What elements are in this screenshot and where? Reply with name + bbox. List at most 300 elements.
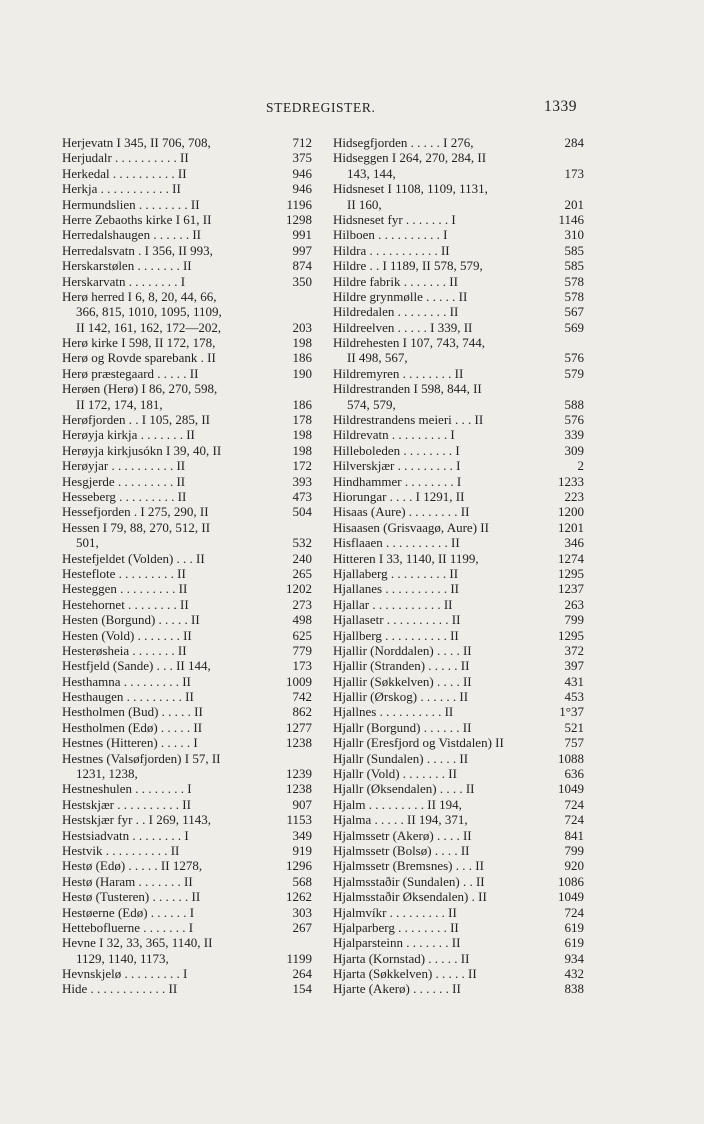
entry-name: Hildrestranden I 598, 844, II: [333, 381, 482, 397]
entry-page: 178: [292, 412, 312, 428]
entry-page: 186: [292, 396, 312, 412]
entry-name: 1231, 1238,: [76, 766, 138, 782]
entry-name: Hermundslien . . . . . . . . II: [62, 196, 200, 212]
entry-name: Herøen (Herø) I 86, 270, 598,: [62, 381, 218, 397]
entry-name: Herre Zebaoths kirke I 61, II: [62, 211, 212, 227]
entry-page: 267: [292, 919, 312, 935]
index-entry: [62, 412, 312, 427]
index-entry: [333, 935, 584, 950]
entry-page: 874: [292, 258, 312, 274]
entry-name: Herkja . . . . . . . . . . . II: [62, 181, 181, 197]
entry-page: 907: [292, 796, 312, 812]
entry-name: Herredalshaugen . . . . . . II: [62, 227, 201, 243]
entry-name: Hildreelven . . . . . I 339, II: [333, 319, 473, 335]
page-number: 1339: [544, 98, 577, 115]
entry-page: 521: [564, 719, 584, 735]
entry-page: 1233: [558, 473, 584, 489]
index-entry: [62, 689, 312, 704]
entry-name: 143, 144,: [347, 165, 396, 181]
entry-page: 1202: [286, 581, 312, 597]
index-entry: [62, 474, 312, 489]
index-column-right: [333, 135, 584, 997]
index-entry: [62, 966, 312, 981]
index-entry: [62, 458, 312, 473]
entry-name: Herkedal . . . . . . . . . . II: [62, 165, 187, 181]
index-entry: [62, 520, 312, 535]
index-entry: [333, 812, 584, 827]
entry-page: 532: [292, 535, 312, 551]
index-entry: [333, 150, 584, 165]
entry-page: 172: [292, 458, 312, 474]
index-entry: [62, 797, 312, 812]
entry-name: Herø og Rovde sparebank . II: [62, 350, 216, 366]
entry-name: Hesseberg . . . . . . . . . II: [62, 488, 187, 504]
entry-name: Herøyja kirkja . . . . . . . II: [62, 427, 195, 443]
running-title: STEDREGISTER.: [266, 100, 376, 115]
index-entry: [333, 597, 584, 612]
entry-page: 712: [292, 135, 312, 150]
index-entry: [62, 858, 312, 873]
entry-page: 265: [292, 565, 312, 581]
entry-name: II 498, 567,: [347, 350, 408, 366]
entry-name: Hildremyren . . . . . . . . II: [333, 365, 464, 381]
index-entry: [333, 181, 584, 196]
entry-name: Herø kirke I 598, II 172, 178,: [62, 335, 216, 351]
entry-name: Hjallir (Stranden) . . . . . II: [333, 658, 470, 674]
index-entry: [62, 166, 312, 181]
index-entry: [333, 781, 584, 796]
index-entry: [62, 735, 312, 750]
index-entry: [333, 489, 584, 504]
entry-name: Hjalparberg . . . . . . . . II: [333, 919, 459, 935]
entry-page: 1262: [286, 889, 312, 905]
index-entry: [333, 274, 584, 289]
index-entry-continuation: [62, 766, 312, 781]
entry-page: 498: [292, 612, 312, 628]
index-entry: [62, 920, 312, 935]
entry-page: 1088: [558, 750, 584, 766]
entry-name: Hjallir (Norddalen) . . . . II: [333, 642, 472, 658]
index-entry: [62, 628, 312, 643]
entry-page: 724: [564, 904, 584, 920]
index-entry: [62, 597, 312, 612]
entry-page: 173: [564, 165, 584, 181]
entry-page: 1200: [558, 504, 584, 520]
entry-name: Herskarvatn . . . . . . . . I: [62, 273, 186, 289]
entry-name: Hidsneset I 1108, 1109, 1131,: [333, 181, 488, 197]
index-entry: [62, 674, 312, 689]
entry-page: 1009: [286, 673, 312, 689]
index-entry: [333, 258, 584, 273]
entry-page: 799: [564, 612, 584, 628]
index-entry: [333, 858, 584, 873]
entry-page: 1°37: [559, 704, 584, 720]
entry-name: Hjalmssetr (Bolsø) . . . . II: [333, 842, 470, 858]
entry-name: Hestehornet . . . . . . . . II: [62, 596, 189, 612]
entry-page: 453: [564, 689, 584, 705]
entry-name: Hestsiadvatn . . . . . . . . I: [62, 827, 189, 843]
index-entry: [333, 766, 584, 781]
entry-page: 779: [292, 642, 312, 658]
index-entry: [333, 981, 584, 996]
index-entry: [62, 643, 312, 658]
entry-page: 1298: [286, 211, 312, 227]
entry-name: Hjallr (Borgund) . . . . . . II: [333, 719, 472, 735]
entry-page: 841: [564, 827, 584, 843]
entry-page: 838: [564, 981, 584, 997]
index-entry: [333, 843, 584, 858]
index-entry: [62, 612, 312, 627]
index-entry: [333, 504, 584, 519]
index-entry: [62, 243, 312, 258]
entry-page: 588: [564, 396, 584, 412]
entry-name: Hjalm . . . . . . . . . II 194,: [333, 796, 462, 812]
index-entry: [62, 874, 312, 889]
entry-name: Hjalma . . . . . II 194, 371,: [333, 812, 468, 828]
entry-name: 574, 579,: [347, 396, 396, 412]
entry-name: Herjevatn I 345, II 706, 708,: [62, 135, 211, 150]
index-entry: [333, 751, 584, 766]
entry-name: Hjallr (Sundalen) . . . . . II: [333, 750, 469, 766]
index-entry-continuation: [62, 397, 312, 412]
entry-name: Hesteggen . . . . . . . . . II: [62, 581, 188, 597]
entry-page: 349: [292, 827, 312, 843]
entry-page: 1238: [286, 735, 312, 751]
index-entry: [333, 951, 584, 966]
index-entry: [62, 843, 312, 858]
index-entry: [62, 489, 312, 504]
index-entry: [333, 458, 584, 473]
entry-page: 310: [564, 227, 584, 243]
entry-page: 757: [564, 735, 584, 751]
index-entry: [333, 535, 584, 550]
entry-page: 576: [564, 350, 584, 366]
index-entry: [62, 551, 312, 566]
entry-page: 799: [564, 842, 584, 858]
entry-name: Hjallanes . . . . . . . . . . II: [333, 581, 460, 597]
entry-name: Herjudalr . . . . . . . . . . II: [62, 150, 189, 166]
entry-page: 920: [564, 858, 584, 874]
entry-page: 154: [292, 981, 312, 997]
entry-name: Hidseggen I 264, 270, 284, II: [333, 150, 487, 166]
entry-name: Hjallaberg . . . . . . . . . II: [333, 565, 459, 581]
entry-name: Herskarstølen . . . . . . . II: [62, 258, 192, 274]
index-entry: [62, 658, 312, 673]
index-entry: [62, 751, 312, 766]
entry-page: 946: [292, 181, 312, 197]
entry-page: 504: [292, 504, 312, 520]
index-entry-continuation: [62, 304, 312, 319]
entry-name: II 160,: [347, 196, 382, 212]
index-entry: [333, 243, 584, 258]
entry-name: Hesthaugen . . . . . . . . . II: [62, 689, 194, 705]
entry-name: Hisflaaen . . . . . . . . . . II: [333, 535, 460, 551]
entry-name: Hestøerne (Edø) . . . . . . I: [62, 904, 195, 920]
entry-page: 393: [292, 473, 312, 489]
entry-name: Herø præstegaard . . . . . II: [62, 365, 199, 381]
entry-page: 201: [564, 196, 584, 212]
index-entry: [333, 366, 584, 381]
entry-name: Hildredalen . . . . . . . . II: [333, 304, 459, 320]
entry-name: Hjalmssetr (Bremsnes) . . . II: [333, 858, 484, 874]
entry-name: Herø herred I 6, 8, 20, 44, 66,: [62, 288, 217, 304]
index-entry: [333, 289, 584, 304]
entry-page: 1146: [558, 211, 584, 227]
entry-name: Hestfjeld (Sande) . . . II 144,: [62, 658, 211, 674]
entry-name: Hjallr (Øksendalen) . . . . II: [333, 781, 475, 797]
entry-page: 1274: [558, 550, 584, 566]
entry-name: Hesthamna . . . . . . . . . II: [62, 673, 191, 689]
entry-name: Hjallar . . . . . . . . . . . II: [333, 596, 453, 612]
entry-page: 619: [564, 935, 584, 951]
entry-page: 1049: [558, 781, 584, 797]
index-entry: [333, 704, 584, 719]
entry-name: Herøyja kirkjusókn I 39, 40, II: [62, 442, 222, 458]
entry-page: 339: [564, 427, 584, 443]
entry-name: Hildrehesten I 107, 743, 744,: [333, 335, 486, 351]
entry-name: Hildre fabrik . . . . . . . II: [333, 273, 458, 289]
index-entry: [62, 274, 312, 289]
entry-page: 1277: [286, 719, 312, 735]
entry-name: Hildre grynmølle . . . . . II: [333, 288, 468, 304]
index-entry: [62, 150, 312, 165]
entry-name: Hjallasetr . . . . . . . . . . II: [333, 612, 461, 628]
index-entry-continuation: [333, 350, 584, 365]
entry-name: Hesten (Vold) . . . . . . . II: [62, 627, 192, 643]
entry-page: 1153: [286, 812, 312, 828]
entry-page: 190: [292, 365, 312, 381]
index-entry: [333, 520, 584, 535]
entry-name: Hildre . . I 1189, II 578, 579,: [333, 258, 483, 274]
index-entry: [62, 720, 312, 735]
entry-page: 198: [292, 335, 312, 351]
entry-name: Hjalmvíkr . . . . . . . . . II: [333, 904, 457, 920]
entry-name: Hestneshulen . . . . . . . . I: [62, 781, 192, 797]
index-entry: [62, 212, 312, 227]
entry-page: 569: [564, 319, 584, 335]
entry-name: Hide . . . . . . . . . . . . II: [62, 981, 178, 997]
index-entry: [62, 828, 312, 843]
entry-page: 1238: [286, 781, 312, 797]
entry-name: 1129, 1140, 1173,: [76, 950, 169, 966]
entry-page: 2: [577, 458, 584, 474]
index-entry: [333, 320, 584, 335]
entry-page: 1237: [558, 581, 584, 597]
entry-page: 862: [292, 704, 312, 720]
index-entry: [62, 704, 312, 719]
index-entry: [62, 935, 312, 950]
entry-page: 919: [292, 842, 312, 858]
index-entry-continuation: [333, 397, 584, 412]
entry-name: Hjallnes . . . . . . . . . . II: [333, 704, 454, 720]
index-entry: [333, 212, 584, 227]
entry-name: 501,: [76, 535, 99, 551]
index-entry-continuation: [333, 166, 584, 181]
index-entry: [333, 905, 584, 920]
index-entry: [333, 966, 584, 981]
entry-name: Hjarte (Akerø) . . . . . . II: [333, 981, 461, 997]
index-entry: [333, 227, 584, 242]
entry-page: 585: [564, 242, 584, 258]
entry-name: 366, 815, 1010, 1095, 1109,: [76, 304, 222, 320]
index-entry: [333, 412, 584, 427]
index-entry: [333, 735, 584, 750]
entry-page: 1196: [286, 196, 312, 212]
index-entry: [62, 443, 312, 458]
index-entry-continuation: [62, 320, 312, 335]
entry-page: 578: [564, 288, 584, 304]
index-entry: [333, 689, 584, 704]
index-entry: [333, 427, 584, 442]
entry-name: Hildrestrandens meieri . . . II: [333, 412, 484, 428]
entry-page: 223: [564, 488, 584, 504]
entry-page: 264: [292, 966, 312, 982]
entry-page: 568: [292, 873, 312, 889]
index-entry: [62, 581, 312, 596]
index-entry: [62, 566, 312, 581]
entry-name: Hjalparsteinn . . . . . . . II: [333, 935, 461, 951]
entry-page: 273: [292, 596, 312, 612]
entry-page: 173: [292, 658, 312, 674]
entry-name: II 172, 174, 181,: [76, 396, 163, 412]
entry-name: Hessen I 79, 88, 270, 512, II: [62, 519, 211, 535]
entry-name: Hjarta (Søkkelven) . . . . . II: [333, 966, 477, 982]
entry-name: Hilleboleden . . . . . . . . I: [333, 442, 460, 458]
entry-name: Hestnes (Valsøfjorden) I 57, II: [62, 750, 221, 766]
index-entry: [333, 135, 584, 150]
entry-page: 1295: [558, 627, 584, 643]
entry-page: 946: [292, 165, 312, 181]
entry-name: Hevne I 32, 33, 365, 1140, II: [62, 935, 213, 951]
index-entry: [62, 889, 312, 904]
entry-page: 1295: [558, 565, 584, 581]
index-entry: [333, 874, 584, 889]
entry-name: Hesgjerde . . . . . . . . . II: [62, 473, 186, 489]
entry-page: 619: [564, 919, 584, 935]
entry-page: 1086: [558, 873, 584, 889]
entry-name: Hindhammer . . . . . . . . I: [333, 473, 462, 489]
entry-page: 567: [564, 304, 584, 320]
entry-page: 742: [292, 689, 312, 705]
entry-page: 350: [292, 273, 312, 289]
entry-name: Hjarta (Kornstad) . . . . . II: [333, 950, 470, 966]
entry-page: 372: [564, 642, 584, 658]
entry-page: 346: [564, 535, 584, 551]
index-entry-continuation: [62, 951, 312, 966]
entry-name: Hessefjorden . I 275, 290, II: [62, 504, 209, 520]
entry-page: 303: [292, 904, 312, 920]
entry-page: 263: [564, 596, 584, 612]
index-entry: [333, 551, 584, 566]
entry-name: Hitteren I 33, 1140, II 1199,: [333, 550, 479, 566]
index-entry: [333, 643, 584, 658]
entry-page: 198: [292, 427, 312, 443]
entry-page: 431: [564, 673, 584, 689]
index-entry: [333, 628, 584, 643]
entry-name: Hildra . . . . . . . . . . . II: [333, 242, 450, 258]
entry-name: Hjallir (Søkkelven) . . . . II: [333, 673, 472, 689]
index-entry: [62, 981, 312, 996]
entry-name: Hisaasen (Grisvaagø, Aure) II: [333, 519, 489, 535]
entry-name: Hevnskjelø . . . . . . . . . I: [62, 966, 188, 982]
entry-name: Hidsegfjorden . . . . . I 276,: [333, 135, 474, 150]
entry-page: 198: [292, 442, 312, 458]
index-entry: [333, 612, 584, 627]
index-entry: [62, 504, 312, 519]
entry-name: Hjalmsstaðir Øksendalen) . II: [333, 889, 487, 905]
entry-name: Hestskjær fyr . . I 269, 1143,: [62, 812, 212, 828]
entry-name: Hjalmsstaðir (Sundalen) . . II: [333, 873, 485, 889]
index-entry: [62, 335, 312, 350]
entry-name: Hestholmen (Edø) . . . . . II: [62, 719, 203, 735]
entry-name: Hestefjeldet (Volden) . . . II: [62, 550, 205, 566]
entry-page: 240: [292, 550, 312, 566]
index-entry: [333, 304, 584, 319]
entry-name: Hjallir (Ørskog) . . . . . . II: [333, 689, 469, 705]
index-entry-continuation: [333, 197, 584, 212]
index-entry: [333, 581, 584, 596]
entry-name: Hesten (Borgund) . . . . . II: [62, 612, 200, 628]
entry-page: 186: [292, 350, 312, 366]
index-entry: [62, 427, 312, 442]
entry-name: Hjallr (Vold) . . . . . . . II: [333, 766, 457, 782]
entry-page: 309: [564, 442, 584, 458]
entry-name: Hiorungar . . . . I 1291, II: [333, 488, 465, 504]
page-header: [0, 97, 704, 117]
entry-page: 636: [564, 766, 584, 782]
entry-name: Hettebofluerne . . . . . . . I: [62, 919, 194, 935]
entry-name: Hilverskjær . . . . . . . . . I: [333, 458, 461, 474]
index-entry: [62, 258, 312, 273]
index-entry: [333, 674, 584, 689]
entry-page: 397: [564, 658, 584, 674]
entry-name: Hilboen . . . . . . . . . . I: [333, 227, 448, 243]
entry-page: 473: [292, 488, 312, 504]
index-entry: [333, 658, 584, 673]
entry-page: 284: [564, 135, 584, 150]
entry-name: II 142, 161, 162, 172—202,: [76, 319, 222, 335]
entry-page: 585: [564, 258, 584, 274]
entry-name: Hestholmen (Bud) . . . . . II: [62, 704, 203, 720]
entry-name: Hestnes (Hitteren) . . . . . I: [62, 735, 198, 751]
entry-page: 576: [564, 412, 584, 428]
entry-page: 203: [292, 319, 312, 335]
entry-page: 1199: [286, 950, 312, 966]
entry-page: 578: [564, 273, 584, 289]
index-entry-continuation: [62, 535, 312, 550]
index-entry: [62, 366, 312, 381]
entry-page: 579: [564, 365, 584, 381]
index-entry: [62, 289, 312, 304]
index-entry: [333, 474, 584, 489]
entry-page: 934: [564, 950, 584, 966]
entry-page: 432: [564, 966, 584, 982]
index-entry: [62, 227, 312, 242]
entry-name: Hisaas (Aure) . . . . . . . . II: [333, 504, 470, 520]
index-entry: [62, 350, 312, 365]
entry-name: Herøfjorden . . I 105, 285, II: [62, 412, 211, 428]
index-entry: [62, 135, 312, 150]
entry-name: Hesterøsheia . . . . . . . II: [62, 642, 187, 658]
index-entry: [62, 181, 312, 196]
entry-name: Hestø (Edø) . . . . . II 1278,: [62, 858, 203, 874]
entry-name: Hildrevatn . . . . . . . . . I: [333, 427, 455, 443]
entry-name: Herøyjar . . . . . . . . . . II: [62, 458, 186, 474]
index-entry: [333, 828, 584, 843]
entry-page: 1049: [558, 889, 584, 905]
index-entry: [333, 381, 584, 396]
entry-page: 625: [292, 627, 312, 643]
